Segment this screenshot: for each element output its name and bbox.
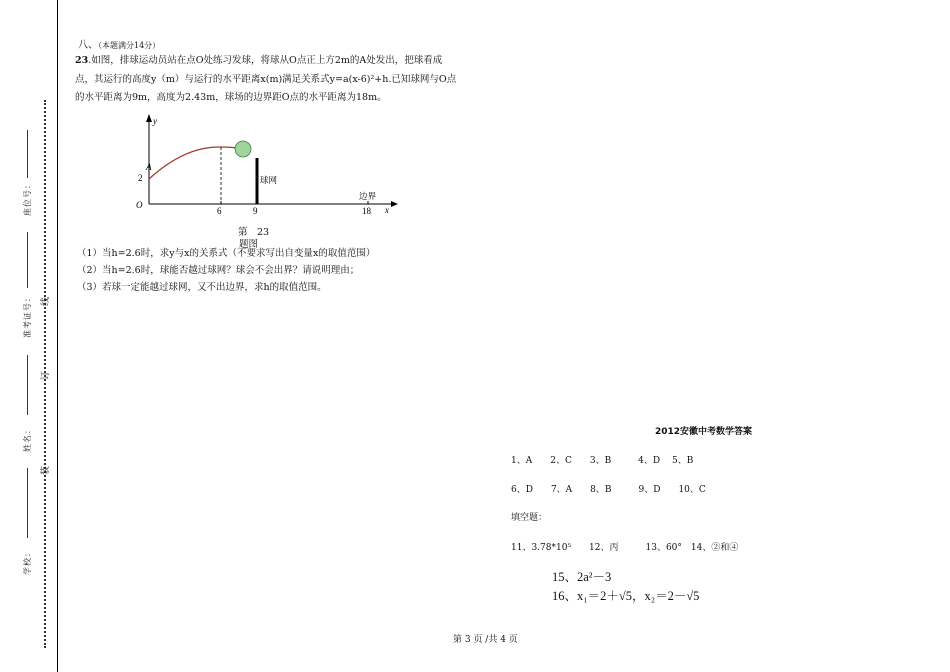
question-line-3: 的水平距离为9m，高度为2.43m，球场的边界距O点的水平距离为18m。 (75, 92, 387, 103)
name-label: 姓名： (23, 425, 32, 452)
binding-char-line: 线 (41, 296, 52, 307)
x-axis-label: x (385, 205, 389, 215)
x-axis-arrow (391, 201, 398, 207)
binding-margin-line (57, 0, 58, 672)
seat-field-line (27, 130, 28, 178)
sub-question-1: （1）当h=2.6时，求y与x的关系式（不要求写出自变量x的取值范围） (77, 248, 376, 259)
page-footer: 第 3 页 /共 4 页 (453, 635, 518, 645)
answer-15: 15、2a²－3 (552, 570, 612, 584)
x-tick-label-9: 9 (253, 206, 258, 216)
point-a-label: A (146, 162, 152, 172)
seat-label: 座位号： (23, 180, 32, 216)
y-axis-label: y (153, 116, 157, 126)
ball-trajectory-curve (149, 147, 245, 179)
sub-question-2: （2）当h=2.6时，球能否越过球网？球会不会出界？请说明理由； (77, 265, 360, 276)
answer-key-title: 2012安徽中考数学答案 (655, 427, 753, 437)
binding-char-bind: 订 (41, 370, 52, 381)
y-axis-arrow (146, 114, 152, 122)
question-line-2: 点，其运行的高度y（m）与运行的水平距离x(m)满足关系式y=a(x-6)²+h.已知球网与O点 (75, 73, 457, 85)
figure-caption-1: 第 23 (238, 227, 270, 238)
section-number: 八、 (78, 40, 98, 51)
exam-id-label: 准考证号： (23, 293, 32, 338)
origin-label: O (136, 200, 143, 210)
net-label: 球网 (260, 175, 278, 185)
figure-caption-2: 题图 (239, 239, 259, 250)
school-field-line (27, 468, 28, 538)
question-line-1 (75, 52, 470, 71)
question-text-1: .如图，排球运动员站在点O处练习发球，将球从O点正上方2m的A处发出，把球看成 (88, 55, 443, 66)
x-tick-label-18: 18 (362, 206, 371, 216)
ball (235, 141, 251, 157)
trajectory-figure (125, 110, 400, 220)
question-text (75, 52, 470, 108)
answer-row-3: 11、3.78*10⁵ 12、丙 13、60° 14、②和④ (511, 543, 739, 553)
answer-row-2: 6、D 7、A 8、B 9、D 10、C (511, 485, 706, 495)
x-tick-label-6: 6 (217, 206, 222, 216)
name-field-line (27, 355, 28, 415)
fill-blank-label: 填空题： (511, 513, 548, 523)
sub-question-3: （3）若球一定能越过球网，又不出边界，求h的取值范围。 (77, 282, 327, 293)
sub-questions (77, 245, 375, 296)
binding-char-pack: 装 (41, 465, 52, 476)
boundary-label: 边界 (359, 191, 377, 201)
exam-id-field-line (27, 232, 28, 288)
answer-16: 16、x₁＝2＋√5，x₂＝2－√5 (552, 589, 700, 603)
section-score-note: （本题满分14分） (98, 41, 161, 50)
question-number: 23 (75, 55, 89, 66)
answer-row-1: 1、A 2、C 3、B 4、D 5、B (511, 456, 694, 466)
y-tick-label: 2 (138, 173, 143, 183)
school-label: 学校： (23, 548, 32, 575)
section-heading (78, 36, 160, 51)
